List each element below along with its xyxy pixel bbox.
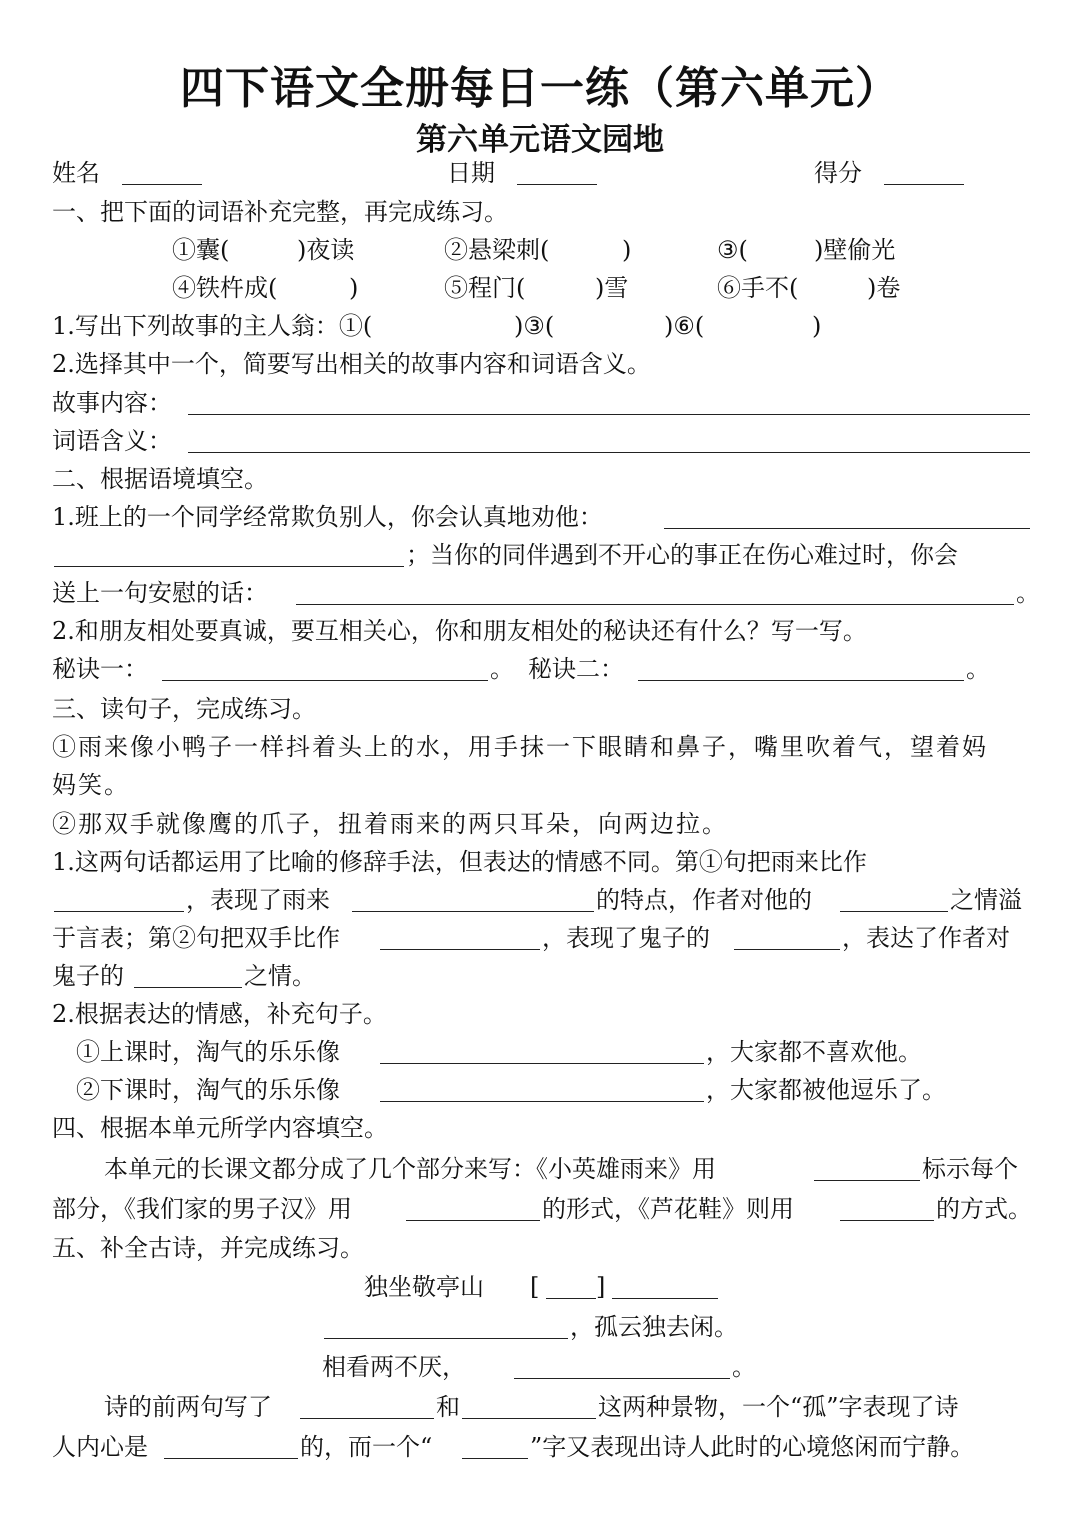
q5-text-c: 这两种景物，一个“孤”字表现了诗 (598, 1393, 959, 1421)
s4-text-e: 的方式。 (936, 1195, 1032, 1223)
feeling-1-blank[interactable] (840, 881, 948, 912)
q3-1-text-d2: 之情。 (244, 962, 316, 990)
meaning-row (52, 422, 1032, 460)
q3-1-text-c2: ，表现了鬼子的 (542, 924, 710, 952)
sentence-1-line-b: 妈笑。 (52, 771, 130, 799)
s4-text-a: 本单元的长课文都分成了几个部分来写：《小英雄雨来》用 (104, 1155, 716, 1183)
question-3-2-b (52, 1071, 1032, 1109)
question-2-1-line-b (52, 536, 1032, 574)
poem-line-1-blank[interactable] (324, 1308, 568, 1339)
secret-2-label: 秘诀二： (528, 655, 624, 683)
section-4-line-a (52, 1150, 1032, 1188)
simile-a-blank[interactable] (380, 1033, 704, 1064)
advise-blank-cont[interactable] (54, 536, 404, 567)
name-blank[interactable] (122, 154, 202, 185)
q3-2-b-text: ②下课时，淘气的乐乐像 (76, 1076, 340, 1104)
poem-title-row (52, 1268, 1032, 1306)
question-3-1-line-b (52, 881, 1032, 919)
trait-blank[interactable] (352, 881, 594, 912)
idiom-5-a: ⑤程门( (444, 274, 526, 302)
advise-blank[interactable] (664, 498, 1030, 529)
heart-blank[interactable] (164, 1428, 298, 1459)
bracket-right: ] (596, 1273, 606, 1301)
form-blank[interactable] (406, 1190, 540, 1221)
period: 。 (1016, 579, 1040, 607)
poem-line-2-blank[interactable] (514, 1348, 730, 1379)
page-title: 四下语文全册每日一练（第六单元） (180, 63, 900, 114)
period: 。 (490, 655, 514, 683)
q2-1-text-c: 送上一句安慰的话： (52, 579, 268, 607)
marker-blank[interactable] (814, 1150, 920, 1181)
q5-text-b: 和 (436, 1393, 460, 1421)
q3-1-text-b1: ，表现了雨来 (186, 886, 330, 914)
meaning-label: 词语含义： (52, 427, 172, 455)
secret-1-blank[interactable] (162, 650, 488, 681)
s4-text-d: 的形式，《芦花鞋》则用 (542, 1195, 794, 1223)
q3-2-a-end: ，大家都不喜欢他。 (706, 1038, 922, 1066)
idiom-6-a: ⑥手不( (717, 274, 799, 302)
idiom-row-1 (52, 231, 1032, 269)
story-blank[interactable] (188, 384, 1030, 415)
author-blank[interactable] (612, 1268, 718, 1299)
date-blank[interactable] (517, 154, 597, 185)
poem-line-1 (52, 1308, 1032, 1346)
q1-1-text-b: )③( (514, 312, 555, 340)
section-5-heading: 五、补全古诗，并完成练习。 (52, 1234, 364, 1262)
q1-1-text-a: 1.写出下列故事的主人翁：①( (52, 312, 373, 340)
q3-1-text-c1: 于言表；第②句把双手比作 (52, 924, 340, 952)
question-3-1-line-c (52, 919, 1032, 957)
section-4-line-b (52, 1190, 1032, 1228)
section-1-heading: 一、把下面的词语补充完整，再完成练习。 (52, 198, 508, 226)
question-3-2: 2.根据表达的情感，补充句子。 (52, 1000, 387, 1028)
question-2-1-line-a (52, 498, 1032, 536)
question-5-line-a (52, 1388, 1032, 1426)
header-row (52, 154, 1032, 192)
question-5-line-b (52, 1428, 1032, 1466)
q2-1-text-b: ；当你的同伴遇到不开心的事正在伤心难过时，你会 (406, 541, 958, 569)
question-1-1 (52, 307, 1032, 345)
idiom-2-b: ) (622, 236, 632, 264)
score-blank[interactable] (884, 154, 964, 185)
question-2-2: 2.和朋友相处要真诚，要互相关心，你和朋友相处的秘诀还有什么？写一写。 (52, 617, 867, 645)
idiom-1-b: )夜读 (297, 236, 355, 264)
idiom-5-b: )雪 (595, 274, 629, 302)
comfort-blank[interactable] (296, 574, 1014, 605)
q5-text-e: 的，而一个“ (300, 1433, 433, 1461)
name-label: 姓名 (52, 159, 100, 187)
question-3-2-a (52, 1033, 1032, 1071)
q3-1-text-d1: 鬼子的 (52, 962, 124, 990)
metaphor-2-blank[interactable] (380, 919, 540, 950)
idiom-6-b: )卷 (867, 274, 901, 302)
secrets-row (52, 650, 1032, 688)
bracket-left: [ (530, 1273, 540, 1301)
section-4-heading: 四、根据本单元所学内容填空。 (52, 1114, 388, 1142)
secret-2-blank[interactable] (638, 650, 964, 681)
section-3-heading: 三、读句子，完成练习。 (52, 695, 316, 723)
poem-line-2-text: 相看两不厌， (322, 1353, 466, 1381)
q3-2-a-text: ①上课时，淘气的乐乐像 (76, 1038, 340, 1066)
q3-1-text-b3: 之情溢 (950, 886, 1022, 914)
question-1-2: 2.选择其中一个，简要写出相关的故事内容和词语含义。 (52, 350, 651, 378)
scene-2-blank[interactable] (462, 1388, 596, 1419)
feeling-2-blank[interactable] (134, 957, 242, 988)
dynasty-blank[interactable] (546, 1268, 596, 1299)
q5-text-f: ”字又表现出诗人此时的心境悠闲而宁静。 (530, 1433, 975, 1461)
idiom-4-a: ④铁杵成( (172, 274, 278, 302)
idiom-row-2 (52, 269, 1032, 307)
scene-1-blank[interactable] (300, 1388, 434, 1419)
word-blank[interactable] (462, 1428, 528, 1459)
page-subtitle: 第六单元语文园地 (416, 122, 664, 158)
poem-line-2 (52, 1348, 1032, 1386)
q1-1-text-d: ) (812, 312, 822, 340)
date-label: 日期 (447, 159, 495, 187)
sentence-1-line-a: ①雨来像小鸭子一样抖着头上的水，用手抹一下眼睛和鼻子，嘴里吹着气，望着妈 (52, 733, 988, 761)
poem-title: 独坐敬亭山 (364, 1273, 484, 1301)
period: 。 (966, 655, 990, 683)
s4-text-b: 标示每个 (922, 1155, 1018, 1183)
question-2-1-line-c (52, 574, 1040, 612)
story-row (52, 384, 1032, 422)
question-3-1-line-a: 1.这两句话都运用了比喻的修辞手法，但表达的情感不同。第①句把雨来比作 (52, 848, 867, 876)
story-label: 故事内容： (52, 389, 172, 417)
sentence-2: ②那双手就像鹰的爪子，扭着雨来的两只耳朵，向两边拉。 (52, 810, 728, 838)
poem-line-1-text: ，孤云独去闲。 (570, 1313, 738, 1341)
q3-1-text-c3: ，表达了作者对 (842, 924, 1010, 952)
idiom-3-a: ③( (717, 236, 748, 264)
q3-1-text-b2: 的特点，作者对他的 (596, 886, 812, 914)
idiom-3-b: )壁偷光 (814, 236, 896, 264)
method-blank[interactable] (840, 1190, 934, 1221)
idiom-2-a: ②悬梁刺( (444, 236, 550, 264)
section-2-heading: 二、根据语境填空。 (52, 465, 268, 493)
q2-1-text-a: 1.班上的一个同学经常欺负别人，你会认真地劝他： (52, 503, 603, 531)
q3-2-b-end: ，大家都被他逗乐了。 (706, 1076, 946, 1104)
s4-text-c: 部分，《我们家的男子汉》用 (52, 1195, 352, 1223)
score-label: 得分 (814, 159, 862, 187)
simile-b-blank[interactable] (380, 1071, 704, 1102)
q5-text-a: 诗的前两句写了 (104, 1393, 272, 1421)
idiom-4-b: ) (349, 274, 359, 302)
meaning-blank[interactable] (188, 422, 1030, 453)
question-3-1-line-d (52, 957, 1032, 995)
idiom-1-a: ①囊( (172, 236, 230, 264)
poem-line-2-end: 。 (732, 1353, 756, 1381)
secret-1-label: 秘诀一： (52, 655, 148, 683)
q1-1-text-c: )⑥( (664, 312, 705, 340)
q5-text-d: 人内心是 (52, 1433, 148, 1461)
metaphor-1-blank[interactable] (54, 881, 184, 912)
enemy-trait-blank[interactable] (734, 919, 840, 950)
